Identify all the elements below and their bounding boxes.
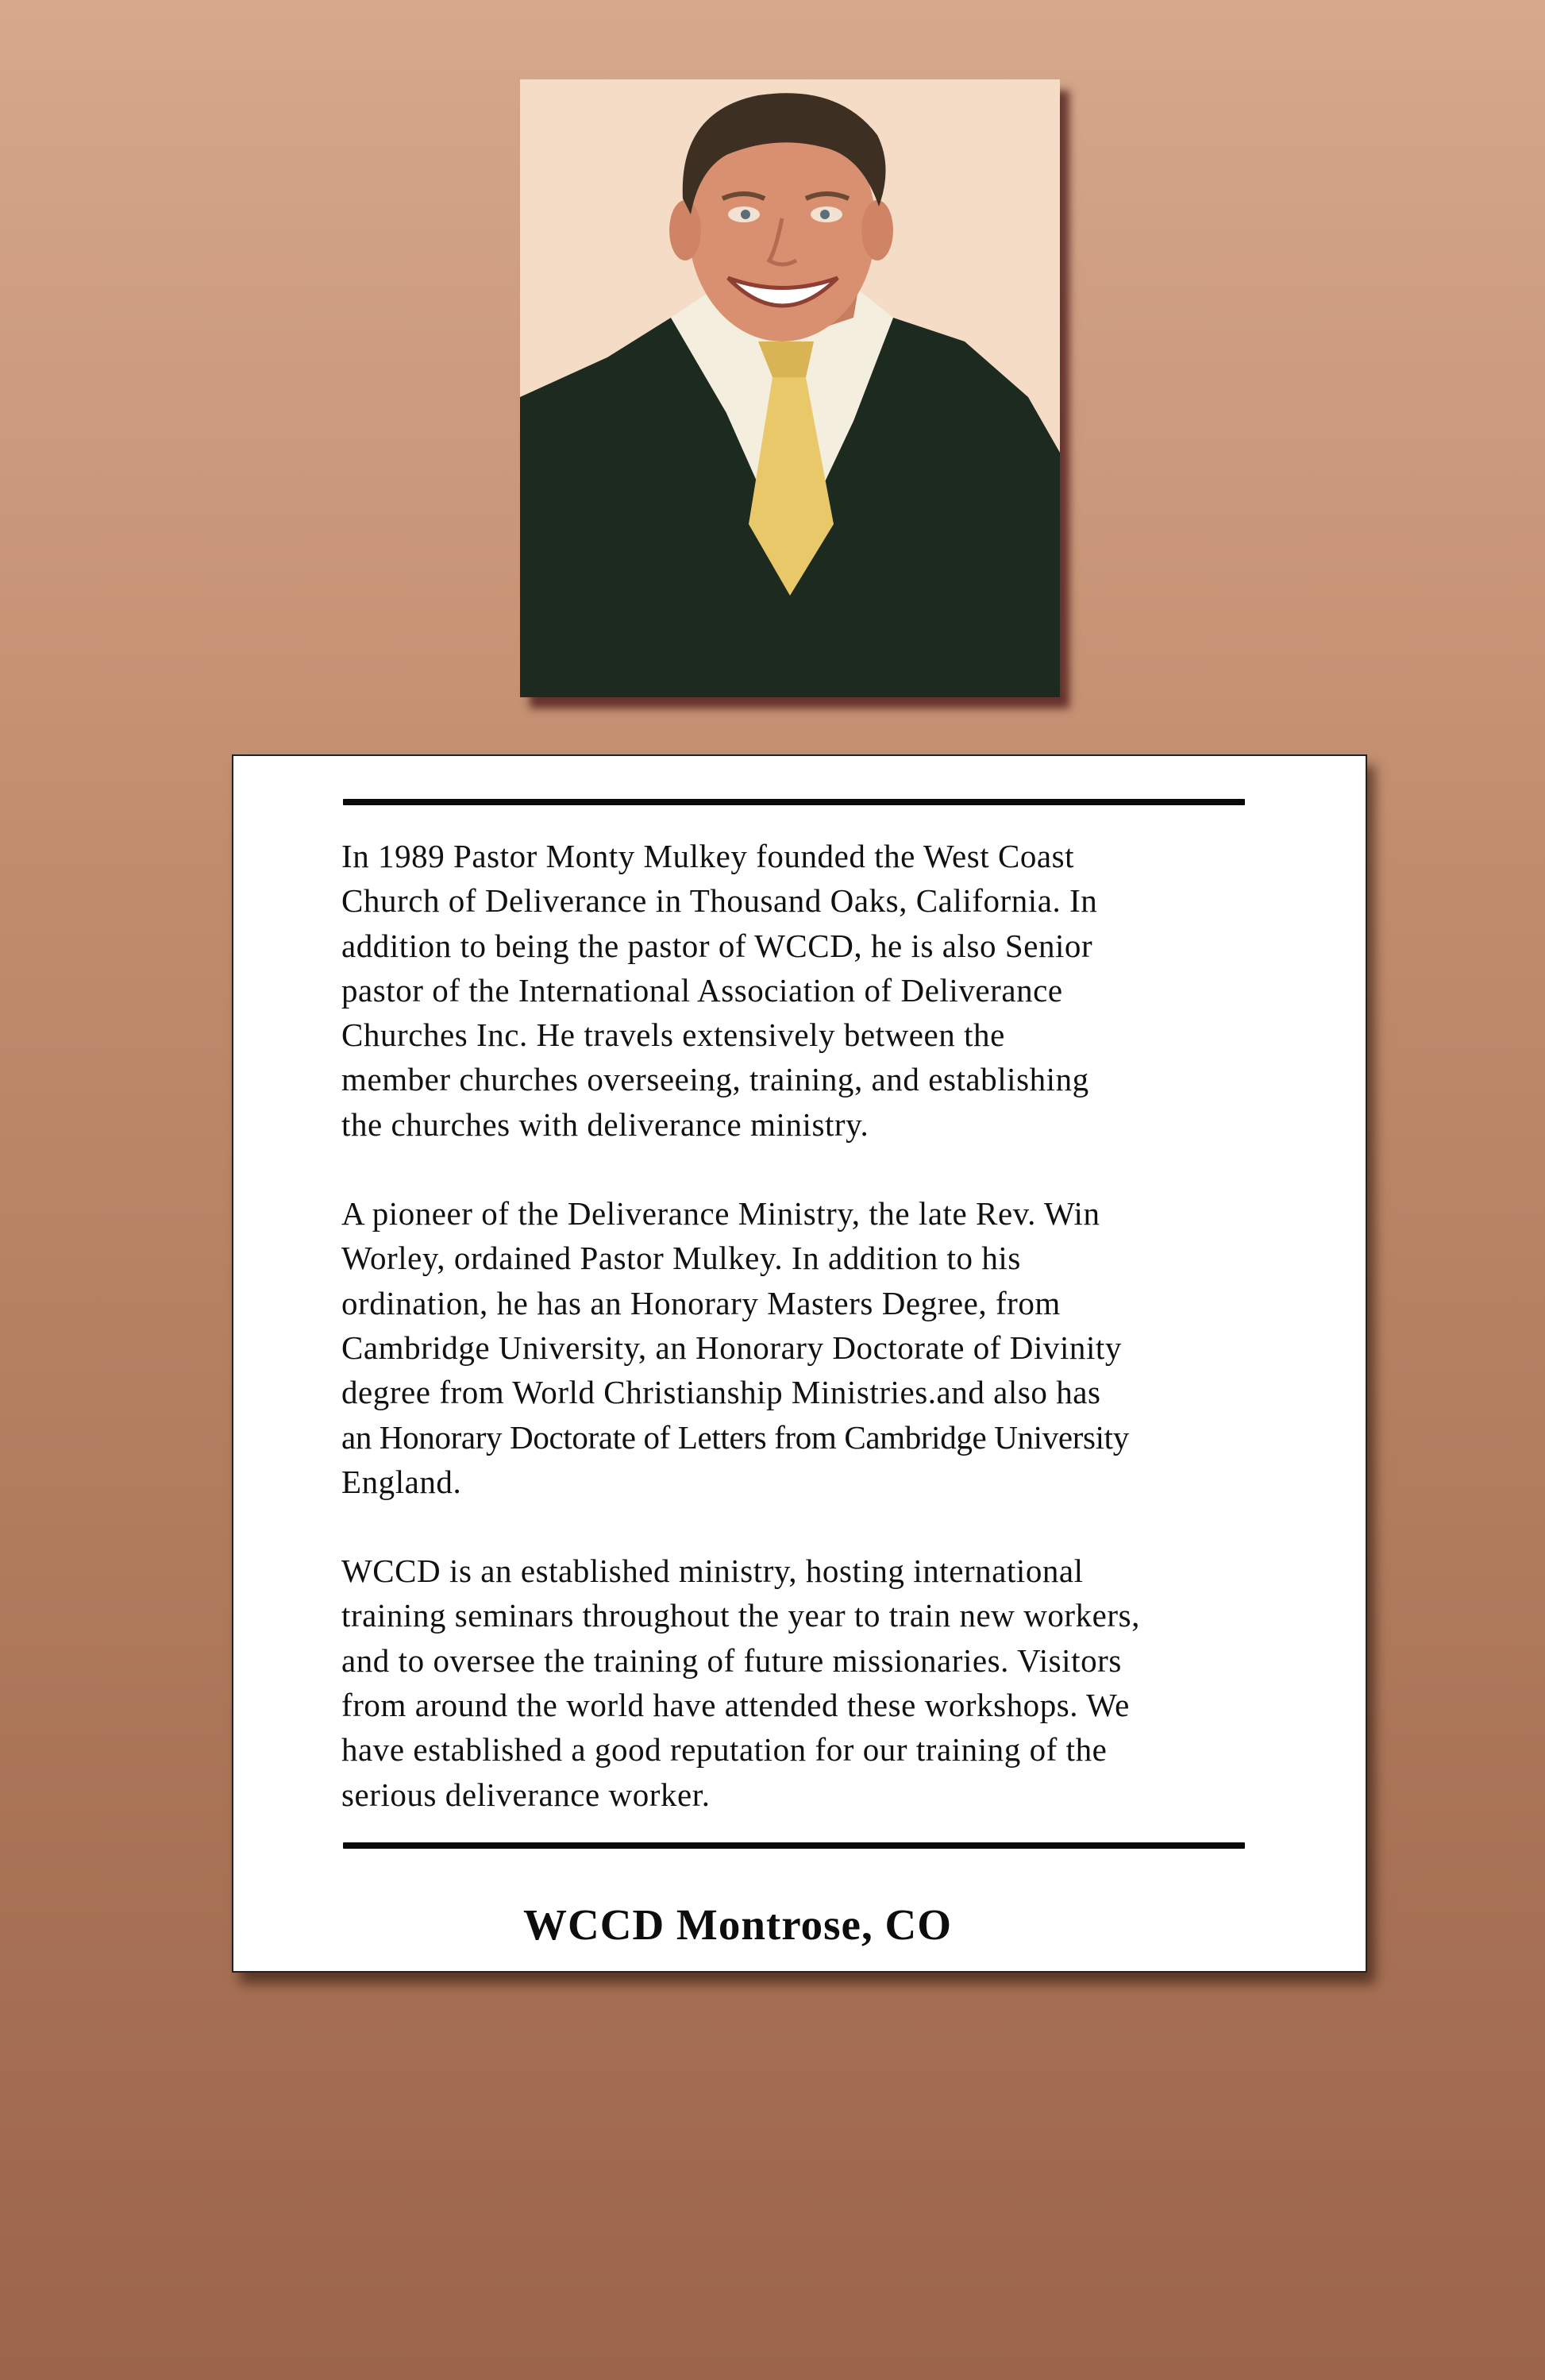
left-iris [741,210,750,219]
text-line: In 1989 Pastor Monty Mulkey founded the West Coast [341,838,1075,874]
text-line: and to oversee the training of future missionaries. Visitors [341,1641,1122,1679]
text-line: England. [341,1463,462,1500]
text-line: Church of Deliverance in Thousand Oaks, California. In [341,882,1098,920]
paragraph-credentials [341,1191,1278,1504]
text-line: Cambridge University, an Honorary Doctorate of Divinity [341,1329,1122,1366]
text-line: training seminars throughout the year to train new workers, [341,1597,1140,1634]
top-divider [343,799,1245,805]
pastor-portrait [520,79,1060,697]
text-line: the churches with deliverance ministry. [341,1105,869,1143]
text-line: A pioneer of the Deliverance Ministry, the late Rev. Win [341,1195,1100,1232]
location-footer [233,1900,1369,1950]
bottom-divider [343,1842,1245,1849]
paragraph-ministry [341,1549,1278,1817]
bio-card [232,754,1367,1973]
text-line: degree from World Christianship Ministries.and also has [341,1374,1101,1411]
right-ear [861,200,893,260]
text-line: ordination, he has an Honorary Masters Degree, from [341,1284,1061,1321]
text-line: Worley, ordained Pastor Mulkey. In addition to his [341,1240,1021,1277]
paragraph-founding [341,834,1278,1147]
text-line: serious deliverance worker. [341,1776,711,1813]
text-line: pastor of the International Association of Deliverance [341,971,1063,1009]
text-line: have established a good reputation for our training of the [341,1731,1108,1769]
text-line: WCCD is an established ministry, hosting international [341,1553,1084,1590]
bio-text [341,834,1278,1861]
right-iris [820,210,830,219]
text-line: addition to being the pastor of WCCD, he is also Senior [341,927,1093,964]
footer-text: WCCD Montrose, CO [523,1900,952,1949]
text-line: an Honorary Doctorate of Letters from Cambridge University [341,1418,1129,1456]
left-ear [669,200,701,260]
portrait-illustration [520,79,1060,697]
text-line: member churches overseeing, training, and establishing [341,1061,1089,1098]
text-line: Churches Inc. He travels extensively between the [341,1016,1005,1054]
text-line: from around the world have attended these workshops. We [341,1687,1130,1724]
